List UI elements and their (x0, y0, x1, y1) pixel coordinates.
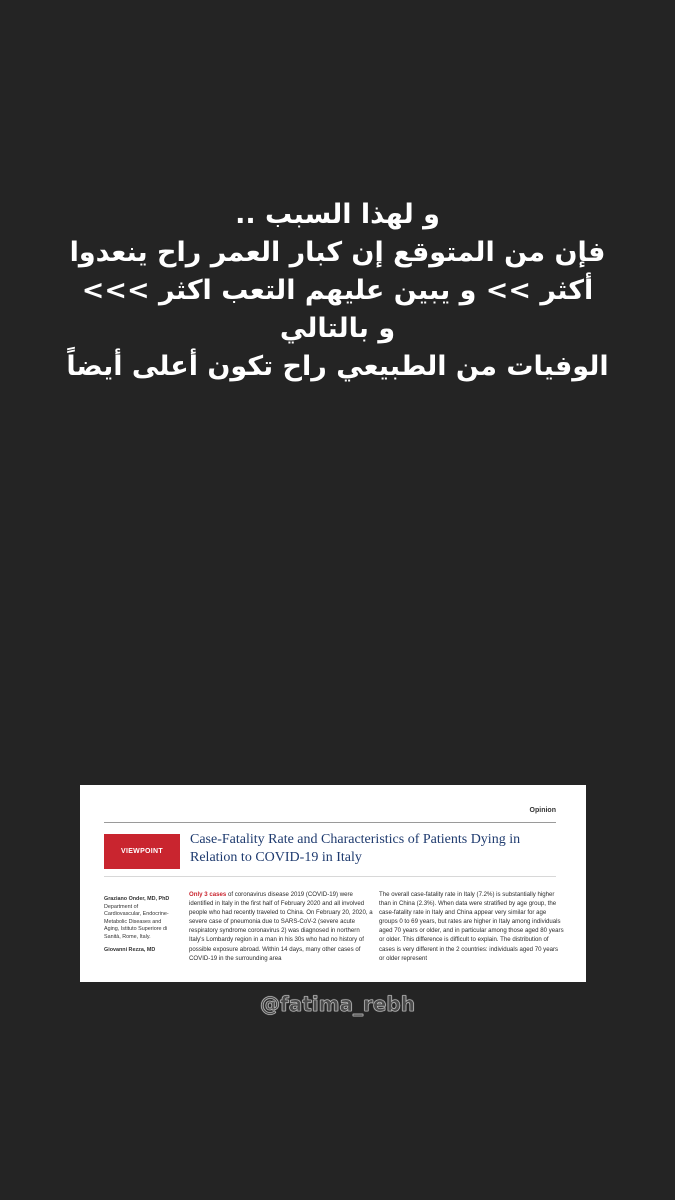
caption-line-2: فإن من المتوقع إن كبار العمر راح ينعدوا (69, 237, 606, 268)
caption-line-1: و لهذا السبب .. (235, 199, 440, 230)
column-2-body: The overall case-fatality rate in Italy (7.2%) is substantially higher than in China (2.3%). When data were stratified by age group, the case-fatality rate in Italy and China appear very similar for age groups 0 to 69 years, but rates are higher in Italy among individuals aged 70 years or older, and in particular among those aged 80 years or older. This difference is difficult to explain. The distribution of cases is very different in the 2 countries: individuals aged 70 years or older represent (379, 891, 564, 962)
caption-line-3: أكثر >> و يبين عليهم التعب اكثر >>> (81, 275, 594, 306)
author-name: Graziano Onder, MD, PhD (104, 896, 170, 902)
article-column-1 (189, 890, 375, 963)
caption-line-5: الوفيات من الطبيعي راح تكون أعلى أيضاً (66, 351, 609, 382)
article-column-2 (379, 890, 565, 963)
author-affiliation: Department of Cardiovascular, Endocrine-Metabolic Diseases and Aging, Istituto Superiore di Sanità, Rome, Italy. (104, 903, 169, 940)
author-sidebar (104, 896, 172, 955)
section-label: Opinion (529, 807, 556, 814)
author-name: Giovanni Rezza, MD (104, 947, 156, 953)
viewpoint-badge: VIEWPOINT (104, 834, 180, 869)
article-screenshot (80, 785, 586, 982)
title-divider (104, 876, 556, 877)
caption-line-4: و بالتالي (279, 313, 396, 344)
article-title: Case-Fatality Rate and Characteristics of Patients Dying in Relation to COVID-19 in Italy (190, 832, 521, 865)
header-divider (104, 822, 556, 823)
lead-in-text: Only 3 cases (189, 891, 227, 898)
story-caption (20, 196, 655, 386)
column-1-body: of coronavirus disease 2019 (COVID-19) were identified in Italy in the first half of February 2020 and all involved people who had recently traveled to China. On February 20, 2020, a severe case of pneumonia due to SARS-CoV-2 (severe acute respiratory syndrome coronavirus 2) was diagnosed in northern Italy's Lombardy region in a man in his 30s who had no history of possible exposure abroad. Within 14 days, many other cases of COVID-19 in the surrounding area (189, 891, 373, 962)
username-watermark: @fatima_rebh (260, 992, 415, 1016)
